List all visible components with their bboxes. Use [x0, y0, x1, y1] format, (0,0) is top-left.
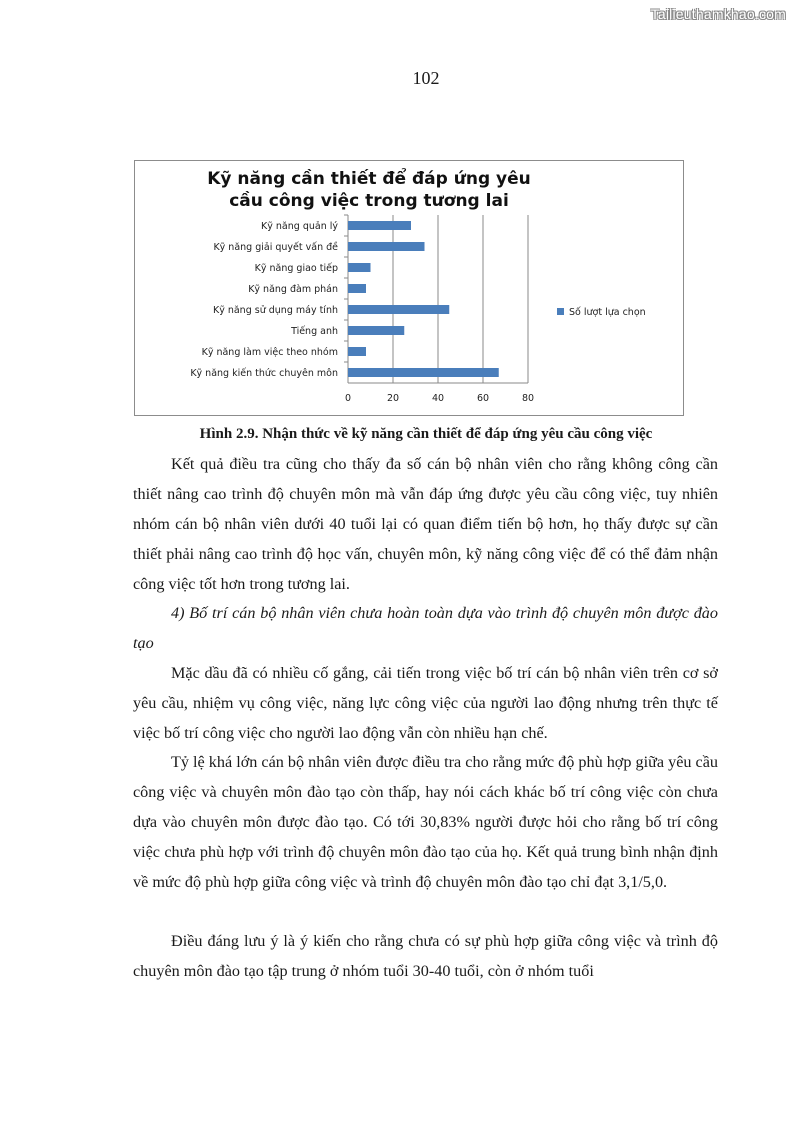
bar-7	[348, 347, 366, 356]
bar-6	[348, 326, 404, 335]
paragraph-3: Tỷ lệ khá lớn cán bộ nhân viên được điều tra cho rằng mức độ phù hợp giữa yêu cầu công việc và chuyên môn đào tạo còn thấp, hay nói cách khác bố trí công việc còn chưa dựa vào chuyên môn được đào tạo. Có tới 30,83% người được hỏi cho rằng bố trí công việc chưa phù hợp với trình độ chuyên môn đào tạo của họ. Kết quả trung bình nhận định về mức độ phù hợp giữa công việc và trình độ chuyên môn đào tạo chỉ đạt 3,1/5,0.	[133, 753, 718, 891]
x-tick-label-40: 40	[431, 393, 445, 404]
category-label: Kỹ năng sử dụng máy tính	[212, 305, 338, 316]
bar-chart	[134, 160, 684, 416]
legend-label: Số lượt lựa chọn	[569, 307, 646, 318]
category-label: Kỹ năng quản lý	[261, 221, 338, 232]
chart-svg	[135, 161, 683, 415]
category-label: Tiếng anh	[291, 326, 338, 337]
section-heading: 4) Bố trí cán bộ nhân viên chưa hoàn toàn dựa vào trình độ chuyên môn được đào tạo	[133, 604, 718, 652]
x-tick-label-0: 0	[344, 393, 352, 404]
bar-3	[348, 263, 371, 272]
paragraph-2: Mặc dầu đã có nhiều cố gắng, cải tiến trong việc bố trí cán bộ nhân viên trên cơ sở yêu cầu, nhiệm vụ công việc, năng lực công việc của người lao động nhưng trên thực tế việc bố trí công việc cho người lao động vẫn còn nhiều hạn chế.	[133, 664, 718, 742]
x-tick-label-60: 60	[476, 393, 490, 404]
legend-swatch	[557, 308, 564, 315]
bar-4	[348, 284, 366, 293]
chart-title-line-2: cầu công việc trong tương lai	[229, 191, 509, 211]
category-label: Kỹ năng làm việc theo nhóm	[201, 347, 338, 358]
bar-2	[348, 242, 425, 251]
x-tick-label-20: 20	[386, 393, 400, 404]
page-number: 102	[412, 68, 440, 88]
chart-title-line-1: Kỹ năng cần thiết để đáp ứng yêu	[207, 169, 531, 189]
bar-8	[348, 368, 499, 377]
paragraph-1: Kết quả điều tra cũng cho thấy đa số cán bộ nhân viên cho rằng không công cần thiết nâng cao trình độ chuyên môn mà vẫn đáp ứng được yêu cầu công việc, tuy nhiên nhóm cán bộ nhân viên dưới 40 tuổi lại có quan điểm tiến bộ hơn, họ thấy được sự cần thiết phải nâng cao trình độ học vấn, chuyên môn, kỹ năng công việc để có thể đảm nhận công việc tốt hơn trong tương lai.	[133, 455, 718, 593]
category-label: Kỹ năng giao tiếp	[254, 263, 338, 274]
category-label: Kỹ năng giải quyết vấn đề	[213, 242, 338, 253]
watermark: Tailieuthamkhao.com	[650, 6, 786, 22]
x-tick-label-80: 80	[521, 393, 535, 404]
figure-caption: Hình 2.9. Nhận thức về kỹ năng cần thiết để đáp ứng yêu cầu công việc	[199, 426, 653, 442]
paragraph-4: Điều đáng lưu ý là ý kiến cho rằng chưa có sự phù hợp giữa công việc và trình độ chuyên môn đào tạo tập trung ở nhóm tuổi 30-40 tuổi, còn ở nhóm tuổi	[133, 932, 718, 980]
category-label: Kỹ năng kiến thức chuyên môn	[190, 368, 338, 379]
bar-1	[348, 221, 411, 230]
bar-5	[348, 305, 449, 314]
category-label: Kỹ năng đàm phán	[248, 284, 338, 295]
